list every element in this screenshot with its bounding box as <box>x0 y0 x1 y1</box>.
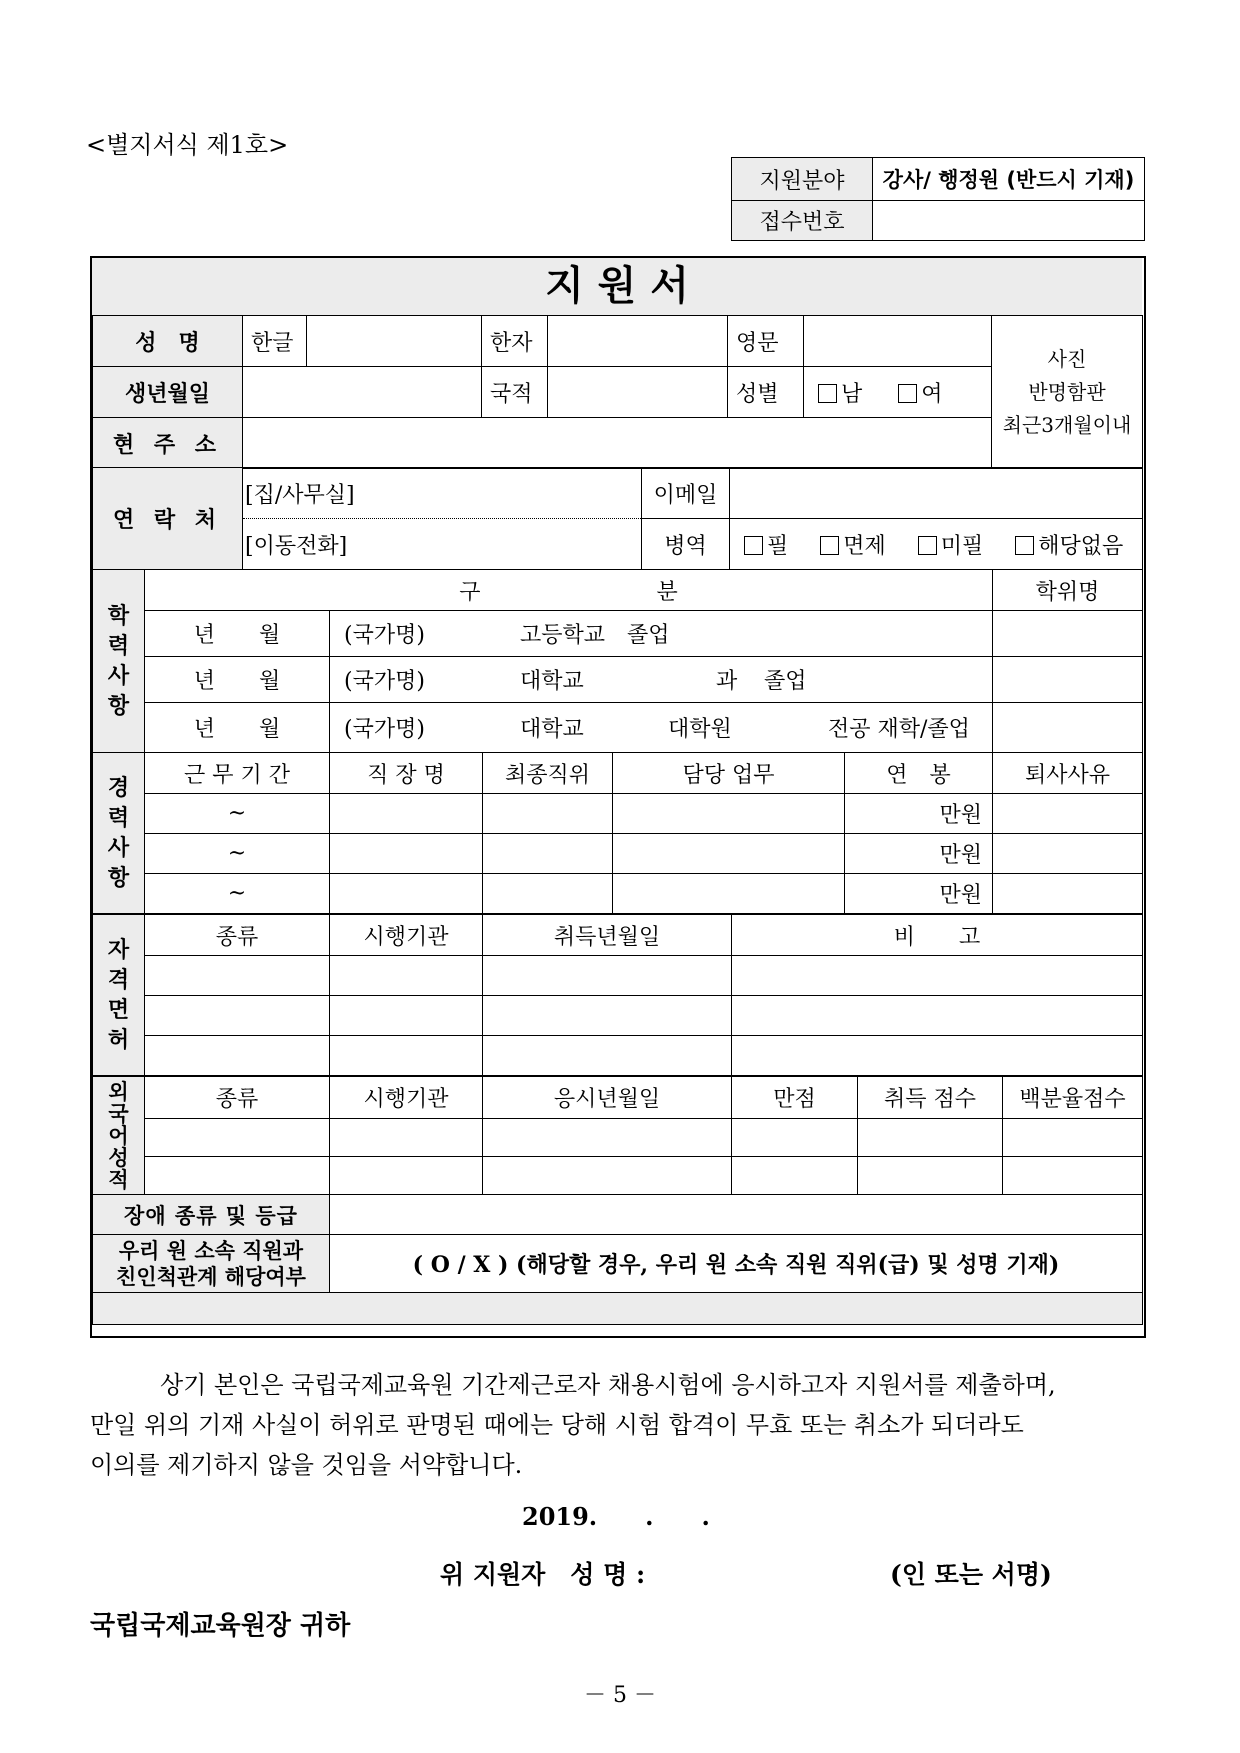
license-issuer-header: 시행기관 <box>330 915 483 956</box>
military-na-checkbox[interactable] <box>1015 536 1034 555</box>
mobile-field[interactable] <box>243 519 642 570</box>
hanja-label: 한자 <box>482 316 548 367</box>
address-label: 현 주 소 <box>93 418 243 469</box>
degree-field-1[interactable] <box>993 611 1143 657</box>
license-date-header: 취득년월일 <box>483 915 732 956</box>
career-duty-header: 담당 업무 <box>613 753 845 794</box>
military-served-label: 필 <box>767 533 789 559</box>
receipt-number-label: 접수번호 <box>732 201 873 241</box>
education-section-label: 학 력 사 항 <box>93 570 145 753</box>
career-position-header: 최종직위 <box>483 753 613 794</box>
education-division-header: 구 분 <box>145 570 993 611</box>
career-section-label: 경 력 사 항 <box>93 753 145 914</box>
field-value: 강사/ 행정원 (반드시 기재) <box>873 158 1145 201</box>
edu-date-3[interactable]: 년 월 <box>145 703 330 753</box>
career-salary-1[interactable]: 만원 <box>845 794 993 834</box>
relation-label-line-2: 친인척관계 해당여부 <box>116 1263 306 1289</box>
edu-status-3: 전공 재학/졸업 <box>828 717 970 742</box>
career-salary-2[interactable]: 만원 <box>845 834 993 874</box>
military-na-label: 해당없음 <box>1038 533 1124 559</box>
career-duty-2[interactable] <box>613 834 845 874</box>
english-name-field[interactable] <box>804 316 992 367</box>
language-date-2[interactable] <box>483 1157 732 1195</box>
edu-country-1: (국가명) <box>344 623 425 648</box>
contact-table <box>92 467 1143 570</box>
receipt-number-field[interactable] <box>873 201 1145 241</box>
language-score-header: 취득 점수 <box>858 1077 1003 1119</box>
license-issuer-2[interactable] <box>330 996 483 1036</box>
language-score-1[interactable] <box>858 1119 1003 1157</box>
language-type-header: 종류 <box>145 1077 330 1119</box>
nationality-label: 국적 <box>482 367 548 418</box>
home-office-field[interactable] <box>243 468 642 519</box>
license-type-3[interactable] <box>145 1036 330 1076</box>
hangul-name-field[interactable] <box>307 316 482 367</box>
home-office-label: [집/사무실] <box>245 482 355 508</box>
career-salary-3[interactable]: 만원 <box>845 874 993 914</box>
language-score-2[interactable] <box>858 1157 1003 1195</box>
gender-options <box>804 367 992 418</box>
career-period-3[interactable]: ~ <box>145 874 330 914</box>
relation-field[interactable]: ( O / X ) (해당할 경우, 우리 원 소속 직원 직위(급) 및 성명 기재) <box>330 1235 1143 1293</box>
license-issuer-1[interactable] <box>330 956 483 996</box>
edu-detail-3[interactable] <box>330 703 993 753</box>
email-label: 이메일 <box>642 468 730 519</box>
language-max-1[interactable] <box>732 1119 858 1157</box>
pledge-line-1: 상기 본인은 국립국제교육원 기간제근로자 채용시험에 응시하고자 지원서를 제출하며, <box>160 1371 1056 1399</box>
career-duty-1[interactable] <box>613 794 845 834</box>
blank-bottom-row <box>93 1293 1143 1325</box>
license-type-header: 종류 <box>145 915 330 956</box>
license-date-3[interactable] <box>483 1036 732 1076</box>
language-max-header: 만점 <box>732 1077 858 1119</box>
language-table <box>92 1076 1143 1195</box>
career-reason-header: 퇴사사유 <box>993 753 1143 794</box>
language-type-1[interactable] <box>145 1119 330 1157</box>
education-table <box>92 569 1143 753</box>
birth-label: 생년월일 <box>93 367 243 418</box>
hanja-name-field[interactable] <box>548 316 728 367</box>
edu-detail-1[interactable] <box>330 611 993 657</box>
disability-field[interactable] <box>330 1195 1143 1235</box>
pledge-line-3: 이의를 제기하지 않을 것임을 서약합니다. <box>90 1451 523 1479</box>
license-remarks-2[interactable] <box>732 996 1143 1036</box>
language-percent-1[interactable] <box>1003 1119 1143 1157</box>
personal-info-table <box>92 315 1143 469</box>
language-section-label: 외 국 어 성 적 <box>93 1077 145 1195</box>
license-table <box>92 914 1143 1076</box>
military-label: 병역 <box>642 519 730 570</box>
language-type-2[interactable] <box>145 1157 330 1195</box>
photo-line-2: 반명함판 <box>1028 379 1106 404</box>
female-checkbox[interactable] <box>898 384 917 403</box>
edu-country-3: (국가명) <box>344 717 425 742</box>
pledge-line-2: 만일 위의 기재 사실이 허위로 판명된 때에는 당해 시험 합격이 무효 또는 취소가 되더라도 <box>90 1411 1024 1439</box>
military-exempt-label: 면제 <box>843 533 886 559</box>
form-title: 지 원 서 <box>92 258 1142 316</box>
edu-school-2: 대학교 <box>520 669 584 694</box>
license-remarks-3[interactable] <box>732 1036 1143 1076</box>
mobile-label: [이동전화] <box>245 533 348 559</box>
edu-country-2: (국가명) <box>344 669 425 694</box>
career-position-3[interactable] <box>483 874 613 914</box>
birth-field[interactable] <box>243 367 482 418</box>
additional-info-table <box>92 1194 1143 1325</box>
military-served-checkbox[interactable] <box>744 536 763 555</box>
male-checkbox[interactable] <box>818 384 837 403</box>
license-remarks-header: 비 고 <box>732 915 1143 956</box>
license-date-1[interactable] <box>483 956 732 996</box>
contact-label: 연 락 처 <box>93 468 243 570</box>
language-percent-header: 백분율점수 <box>1003 1077 1143 1119</box>
relation-label <box>93 1235 330 1293</box>
edu-major-3: 대학원 <box>668 717 732 742</box>
career-reason-3[interactable] <box>993 874 1143 914</box>
edu-detail-2[interactable] <box>330 657 993 703</box>
language-issuer-2[interactable] <box>330 1157 483 1195</box>
career-company-1[interactable] <box>330 794 483 834</box>
female-label: 여 <box>921 381 943 407</box>
photo-box[interactable] <box>992 316 1143 469</box>
career-company-2[interactable] <box>330 834 483 874</box>
career-period-header: 근 무 기 간 <box>145 753 330 794</box>
career-period-1[interactable]: ~ <box>145 794 330 834</box>
language-date-1[interactable] <box>483 1119 732 1157</box>
military-exempt-checkbox[interactable] <box>820 536 839 555</box>
career-company-header: 직 장 명 <box>330 753 483 794</box>
seal-label: (인 또는 서명) <box>890 1560 1052 1589</box>
edu-status-2: 졸업 <box>764 669 807 694</box>
relation-label-line-1: 우리 원 소속 직원과 <box>118 1237 304 1263</box>
gender-label: 성별 <box>728 367 804 418</box>
career-duty-3[interactable] <box>613 874 845 914</box>
military-options <box>730 519 1143 570</box>
date-line: 2019. . . <box>522 1502 710 1531</box>
edu-date-1[interactable]: 년 월 <box>145 611 330 657</box>
edu-date-2[interactable]: 년 월 <box>145 657 330 703</box>
language-issuer-header: 시행기관 <box>330 1077 483 1119</box>
degree-header: 학위명 <box>993 570 1143 611</box>
career-reason-1[interactable] <box>993 794 1143 834</box>
signature-label: 위 지원자 성 명 : <box>440 1560 646 1589</box>
career-position-2[interactable] <box>483 834 613 874</box>
page-number: － 5 － <box>584 1683 656 1708</box>
hangul-label: 한글 <box>243 316 307 367</box>
addressee: 국립국제교육원장 귀하 <box>90 1611 351 1641</box>
license-type-1[interactable] <box>145 956 330 996</box>
photo-line-1: 사진 <box>1047 346 1087 371</box>
english-label: 영문 <box>728 316 804 367</box>
language-max-2[interactable] <box>732 1157 858 1195</box>
disability-label: 장애 종류 및 등급 <box>93 1195 330 1235</box>
field-label: 지원분야 <box>732 158 873 201</box>
career-salary-header: 연 봉 <box>845 753 993 794</box>
degree-field-2[interactable] <box>993 657 1143 703</box>
name-label: 성 명 <box>93 316 243 367</box>
license-date-2[interactable] <box>483 996 732 1036</box>
career-table <box>92 752 1143 914</box>
language-date-header: 응시년월일 <box>483 1077 732 1119</box>
language-issuer-1[interactable] <box>330 1119 483 1157</box>
language-percent-2[interactable] <box>1003 1157 1143 1195</box>
edu-major-2: 과 <box>716 669 738 694</box>
application-field-box <box>731 157 1145 241</box>
license-section-label: 자 격 면 허 <box>93 915 145 1076</box>
signature-name-field[interactable] <box>692 1552 872 1588</box>
career-period-2[interactable]: ~ <box>145 834 330 874</box>
license-remarks-1[interactable] <box>732 956 1143 996</box>
address-field[interactable] <box>243 418 992 469</box>
degree-field-3[interactable] <box>993 703 1143 753</box>
career-position-1[interactable] <box>483 794 613 834</box>
career-reason-2[interactable] <box>993 834 1143 874</box>
license-issuer-3[interactable] <box>330 1036 483 1076</box>
male-label: 남 <box>841 381 863 407</box>
edu-school-3: 대학교 <box>520 717 584 742</box>
career-company-3[interactable] <box>330 874 483 914</box>
edu-school-1: 고등학교 졸업 <box>520 623 670 648</box>
license-type-2[interactable] <box>145 996 330 1036</box>
military-unserved-label: 미필 <box>940 533 984 559</box>
military-unserved-checkbox[interactable] <box>918 536 937 555</box>
email-field[interactable] <box>730 468 1143 519</box>
nationality-field[interactable] <box>548 367 728 418</box>
form-number: <별지서식 제1호> <box>86 131 289 159</box>
photo-line-3: 최근3개월이내 <box>1002 412 1132 437</box>
